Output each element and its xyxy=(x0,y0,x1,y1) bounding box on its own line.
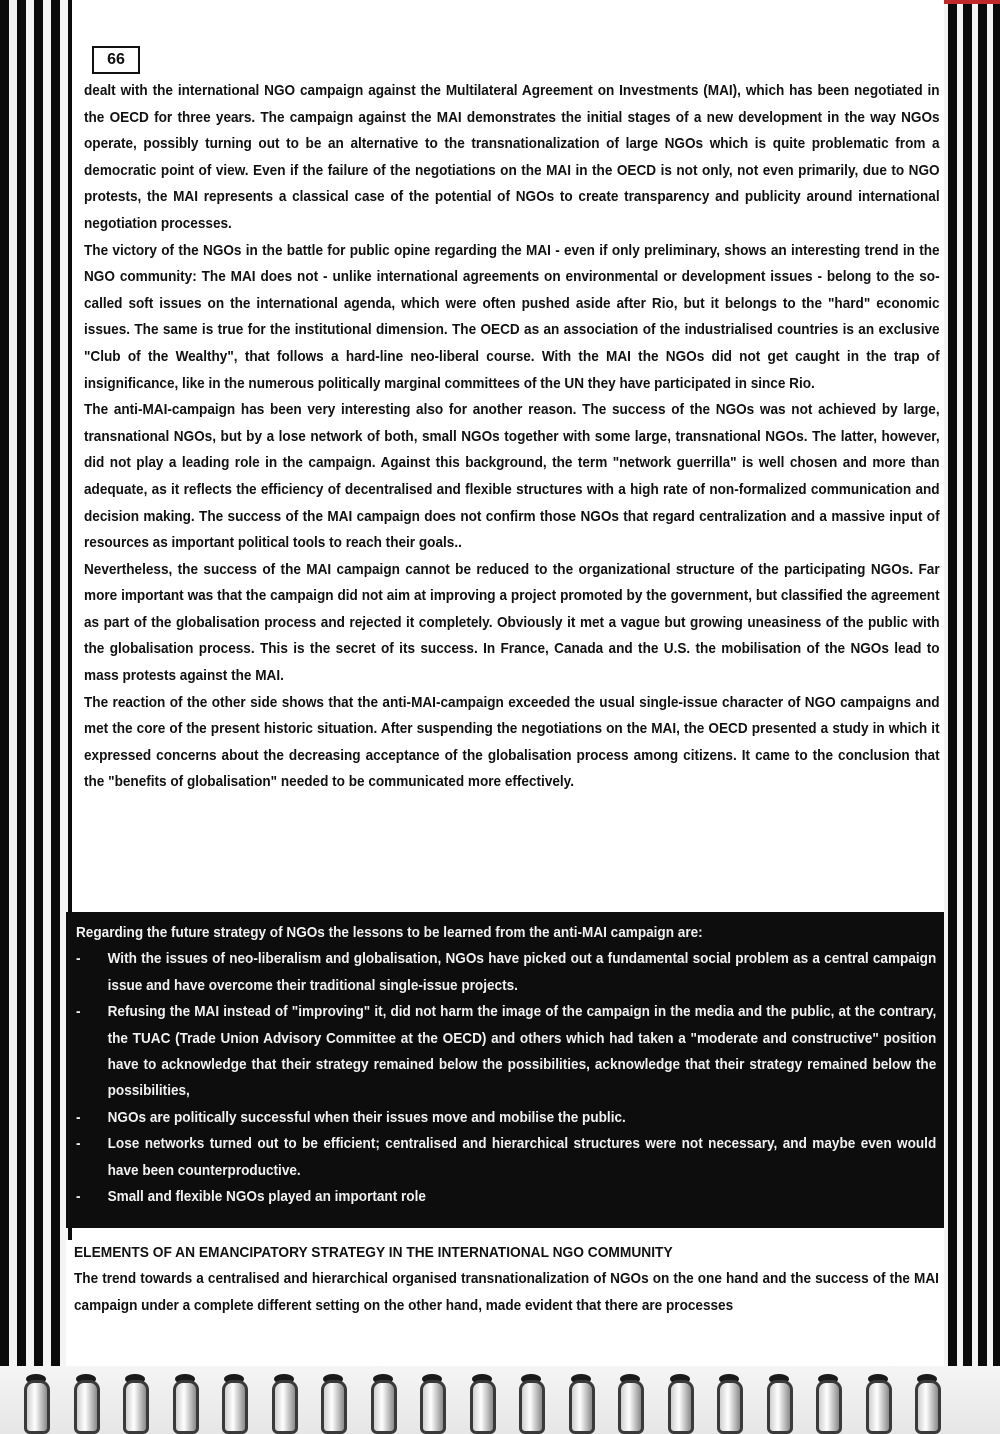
bullet-dash: - xyxy=(76,1004,81,1021)
spiral-binding xyxy=(0,1366,1000,1434)
paragraph-5: The reaction of the other side shows that the anti-MAI-campaign exceeded the usual single-issue character of NGO campaigns and met the core of the present historic situation. After suspending the negotiations on the MAI, the OECD presented a study in which it expressed concerns about the decreasing acceptance of the globalisation process among citizens. It came to the conclusion that the "benefits of globalisation" needed to be communicated more effectively. xyxy=(84,694,940,791)
binding-wire xyxy=(173,1380,199,1434)
binding-wire xyxy=(222,1380,248,1434)
bullet-dash: - xyxy=(76,1136,81,1153)
binding-ring xyxy=(169,1372,199,1430)
paragraph-2: The victory of the NGOs in the battle for public opine regarding the MAI - even if only preliminary, shows an interesting trend in the NGO community: The MAI does not - unlike international agreements on environmental or development issues - belong to the so-called soft issues on the international agenda, which were often pushed aside after Rio, but it belongs to the "hard" economic issues. The same is true for the institutional dimension. The OECD as an association of the industrialised countries is an exclusive "Club of the Wealthy", that follows a hard-line neo-liberal course. With the MAI the NGOs did not get caught in the trap of insignificance, like in the numerous politically marginal committees of the UN they have participated in since Rio. xyxy=(84,242,940,392)
paragraph-1: dealt with the international NGO campaign against the Multilateral Agreement on Investments (MAI), which has been negotiated in the OECD for three years. The campaign against the MAI demonstrates the initial stages of a new development in the way NGOs operate, possibly turning out to be an alternative to the transnationalization of large NGOs which is quite problematic from a democratic point of view. Even if the failure of the negotiations on the MAI in the OECD is not only, not even primarily, due to NGO protests, the MAI represents a classical case of the potential of NGOs to create transparency and publicity around international negotiation processes. xyxy=(84,83,940,232)
bullet-dash: - xyxy=(76,1109,81,1126)
binding-wire xyxy=(420,1380,446,1434)
binding-wire xyxy=(717,1380,743,1434)
binding-ring xyxy=(763,1372,793,1430)
main-body-text xyxy=(84,78,940,796)
binding-wire xyxy=(272,1380,298,1434)
binding-ring xyxy=(367,1372,397,1430)
binding-ring xyxy=(416,1372,446,1430)
binding-wire xyxy=(519,1380,545,1434)
lesson-text: Refusing the MAI instead of "improving" it, did not harm the image of the campaign in the media and the public, at the contrary, the TUAC (Trade Union Advisory Committee at the OECD) and others which had taken a "moderate and constructive" position have to acknowledge that their strategy remained below the possibilities, acknowledge that their strategy remained below the possibilities, xyxy=(107,1004,937,1100)
binding-wire xyxy=(915,1380,941,1434)
lesson-item xyxy=(76,1184,936,1210)
binding-ring xyxy=(70,1372,100,1430)
binding-wire xyxy=(668,1380,694,1434)
binding-ring xyxy=(119,1372,149,1430)
binding-wire xyxy=(371,1380,397,1434)
binding-ring xyxy=(466,1372,496,1430)
binding-ring xyxy=(317,1372,347,1430)
binding-ring xyxy=(565,1372,595,1430)
paragraph-4: Nevertheless, the success of the MAI campaign cannot be reduced to the organizational structure of the participating NGOs. Far more important was that the campaign did not aim at improving a project promoted by the government, but classified the agreement as part of the globalisation process and rejected it completely. Obviously it met a vague but growing uneasiness of the public with the globalisation process. This is the secret of its success. In France, Canada and the U.S. the mobilisation of the NGOs lead to mass protests against the MAI. xyxy=(84,561,940,685)
binding-wire xyxy=(816,1380,842,1434)
binding-ring xyxy=(812,1372,842,1430)
red-corner-mark xyxy=(936,0,1000,4)
binding-wire xyxy=(74,1380,100,1434)
lesson-text: With the issues of neo-liberalism and globalisation, NGOs have picked out a fundamental social problem as a central campaign issue and have overcome their traditional single-issue projects. xyxy=(107,951,937,994)
lesson-item xyxy=(76,1131,936,1184)
lesson-text: NGOs are politically successful when their issues move and mobilise the public. xyxy=(107,1109,626,1126)
binding-ring xyxy=(20,1372,50,1430)
lesson-item xyxy=(76,1105,936,1131)
paragraph-3: The anti-MAI-campaign has been very interesting also for another reason. The success of the NGOs was not achieved by large, transnational NGOs, but by a lose network of both, small NGOs together with some large, transnational NGOs. The latter, however, did not play a leading role in the campaign. Against this background, the term "network guerrilla" is well chosen and more than adequate, as it reflects the efficiency of decentralised and flexible structures with a high rate of non-formalized communication and decision making. The success of the MAI campaign does not confirm those NGOs that regard centralization and a massive input of resources as important political tools to reach their goals.. xyxy=(84,402,940,552)
section-heading: ELEMENTS OF AN EMANCIPATORY STRATEGY IN THE INTERNATIONAL NGO COMMUNITY xyxy=(74,1245,673,1261)
bullet-dash: - xyxy=(76,951,81,968)
binding-wire xyxy=(866,1380,892,1434)
binding-wire xyxy=(123,1380,149,1434)
binding-wire xyxy=(767,1380,793,1434)
lesson-text: Lose networks turned out to be efficient; centralised and hierarchical structures were not necessary, and maybe even would have been counterproductive. xyxy=(107,1136,937,1179)
right-stripe-border xyxy=(942,0,1000,1434)
binding-wire xyxy=(24,1380,50,1434)
page-number-box: 66 xyxy=(92,46,140,74)
lessons-box xyxy=(66,912,944,1228)
binding-wire xyxy=(470,1380,496,1434)
binding-ring xyxy=(515,1372,545,1430)
binding-wire xyxy=(618,1380,644,1434)
binding-wire xyxy=(321,1380,347,1434)
lesson-item xyxy=(76,946,936,999)
binding-ring xyxy=(614,1372,644,1430)
binding-ring xyxy=(664,1372,694,1430)
binding-ring xyxy=(713,1372,743,1430)
lessons-intro: Regarding the future strategy of NGOs the lessons to be learned from the anti-MAI campaign are: xyxy=(76,925,703,941)
section-text: The trend towards a centralised and hierarchical organised transnationalization of NGOs on the one hand and the success of the MAI campaign under a complete different setting on the other hand, made evident that there are processes xyxy=(74,1271,939,1314)
lesson-text: Small and flexible NGOs played an important role xyxy=(107,1189,426,1206)
binding-ring xyxy=(862,1372,892,1430)
binding-ring xyxy=(218,1372,248,1430)
binding-ring xyxy=(268,1372,298,1430)
bullet-dash: - xyxy=(76,1189,81,1206)
lesson-item xyxy=(76,999,936,1105)
lessons-list xyxy=(76,946,936,1210)
binding-wire xyxy=(569,1380,595,1434)
binding-ring xyxy=(911,1372,941,1430)
